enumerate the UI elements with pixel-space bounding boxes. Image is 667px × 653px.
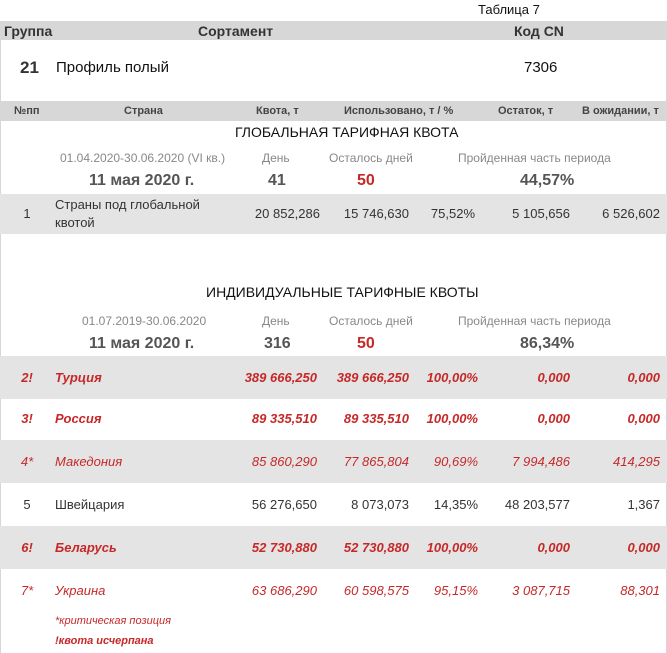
- row-num: 1: [23, 206, 31, 221]
- row-pending: 414,295: [613, 454, 660, 469]
- table-row-switzerland: [0, 483, 667, 526]
- table-row-ukraine: [0, 569, 667, 609]
- row-pending: 1,367: [627, 497, 660, 512]
- group-header-bar: [0, 21, 667, 40]
- row-num: 7*: [20, 583, 34, 598]
- row-used-pct: 100,00%: [426, 540, 478, 555]
- row-used-pct: 100,00%: [426, 411, 478, 426]
- row-num: 3!: [21, 411, 33, 426]
- row-remaining: 48 203,577: [504, 497, 570, 512]
- row-pending: 0,000: [627, 370, 660, 385]
- group-name: Профиль полый: [56, 59, 169, 76]
- individual-passed-label: Пройденная часть периода: [458, 314, 611, 328]
- individual-passed: 86,34%: [520, 335, 575, 352]
- row-remaining: 7 994,486: [512, 454, 570, 469]
- group-code: 7306: [524, 59, 558, 76]
- individual-days-left: 50: [357, 335, 375, 352]
- row-remaining: 5 105,656: [512, 206, 570, 221]
- row-num: 5: [23, 497, 31, 512]
- row-pending: 6 526,602: [602, 206, 660, 221]
- row-country: Россия: [55, 411, 102, 426]
- col-country: Страна: [124, 105, 163, 117]
- global-date: 11 мая 2020 г.: [89, 172, 195, 189]
- individual-day: 316: [264, 335, 291, 352]
- col-pending: В ожидании, т: [582, 105, 659, 117]
- row-used: 8 073,073: [351, 497, 409, 512]
- global-days-left-label: Осталось дней: [329, 151, 413, 165]
- row-remaining: 3 087,715: [512, 583, 570, 598]
- global-period: 01.04.2020-30.06.2020 (VI кв.): [60, 151, 226, 165]
- global-passed-label: Пройденная часть периода: [458, 151, 611, 165]
- row-num: 2!: [21, 370, 33, 385]
- table-row-russia: [0, 399, 667, 440]
- group-number: 21: [20, 58, 39, 77]
- row-used: 52 730,880: [343, 540, 409, 555]
- header-code: Код CN: [514, 23, 564, 39]
- row-pending: 0,000: [627, 411, 660, 426]
- row-country-line2: квотой: [55, 215, 95, 230]
- individual-days-left-label: Осталось дней: [329, 314, 413, 328]
- row-remaining: 0,000: [537, 411, 570, 426]
- global-day-label: День: [262, 151, 290, 165]
- header-group: Группа: [4, 23, 53, 39]
- row-remaining: 0,000: [537, 370, 570, 385]
- row-used: 15 746,630: [343, 206, 409, 221]
- row-used-pct: 14,35%: [433, 497, 478, 512]
- col-used: Использовано, т / %: [344, 105, 454, 117]
- row-num: 4*: [20, 454, 34, 469]
- individual-title: ИНДИВИДУАЛЬНЫЕ ТАРИФНЫЕ КВОТЫ: [206, 284, 479, 300]
- row-quota: 56 276,650: [251, 497, 317, 512]
- row-country: Беларусь: [55, 540, 117, 555]
- global-passed: 44,57%: [520, 172, 575, 189]
- table-row-macedonia: [0, 440, 667, 483]
- row-used: 89 335,510: [343, 411, 409, 426]
- table-label: Таблица 7: [478, 2, 540, 17]
- row-country: Македония: [55, 454, 123, 469]
- row-remaining: 0,000: [537, 540, 570, 555]
- row-quota: 52 730,880: [251, 540, 317, 555]
- row-country: Швейцария: [55, 497, 125, 512]
- row-quota: 89 335,510: [251, 411, 317, 426]
- global-days-left: 50: [357, 172, 375, 189]
- row-used-pct: 100,00%: [426, 370, 478, 385]
- row-num: 6!: [21, 540, 33, 555]
- row-quota: 389 666,250: [244, 370, 317, 385]
- row-pending: 0,000: [627, 540, 660, 555]
- row-quota: 20 852,286: [254, 206, 320, 221]
- note-exhausted: !квота исчерпана: [55, 635, 154, 647]
- header-assortment: Сортамент: [198, 23, 274, 39]
- col-num: №пп: [14, 105, 40, 117]
- row-used-pct: 90,69%: [433, 454, 478, 469]
- column-header-bar: [0, 101, 667, 121]
- individual-date: 11 мая 2020 г.: [89, 335, 195, 352]
- row-country: Турция: [55, 370, 102, 385]
- row-used: 77 865,804: [343, 454, 409, 469]
- individual-day-label: День: [262, 314, 290, 328]
- global-day: 41: [268, 172, 286, 189]
- row-used-pct: 75,52%: [430, 206, 475, 221]
- note-critical: *критическая позиция: [55, 615, 171, 627]
- row-country: Украина: [55, 583, 106, 598]
- table-row-global: [0, 194, 667, 234]
- col-remaining: Остаток, т: [498, 105, 554, 117]
- individual-period: 01.07.2019-30.06.2020: [82, 314, 207, 328]
- table-row-belarus: [0, 526, 667, 569]
- row-used: 389 666,250: [336, 370, 409, 385]
- col-quota: Квота, т: [256, 105, 299, 117]
- row-quota: 85 860,290: [251, 454, 317, 469]
- table-row-turkey: [0, 356, 667, 399]
- row-country-line1: Страны под глобальной: [55, 197, 200, 212]
- global-title: ГЛОБАЛЬНАЯ ТАРИФНАЯ КВОТА: [235, 124, 459, 140]
- row-quota: 63 686,290: [251, 583, 317, 598]
- row-used-pct: 95,15%: [433, 583, 478, 598]
- row-used: 60 598,575: [343, 583, 409, 598]
- row-pending: 88,301: [620, 583, 660, 598]
